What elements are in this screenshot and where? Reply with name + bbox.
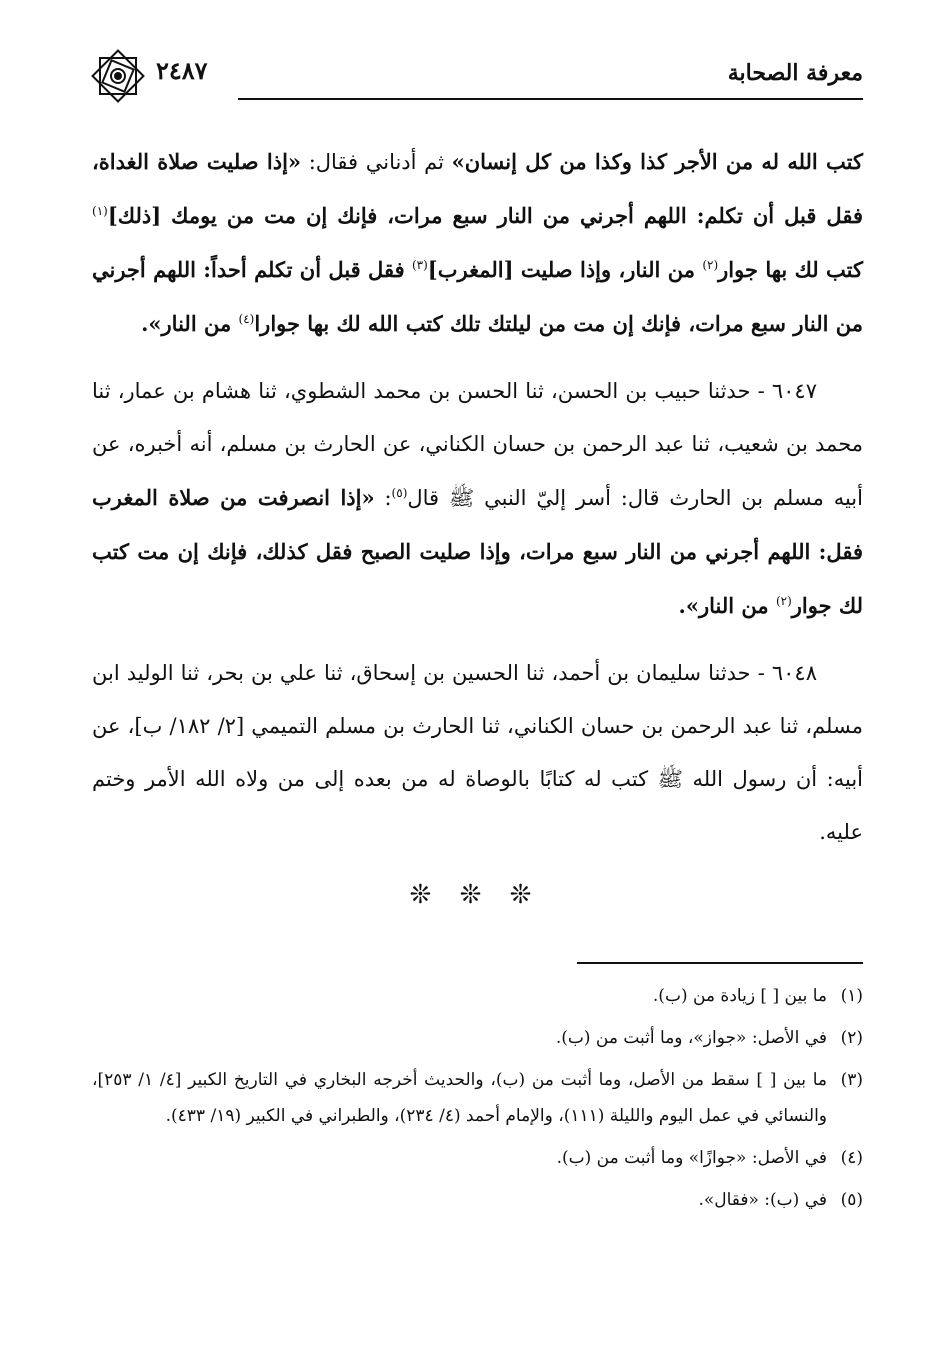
footnote <box>92 1182 863 1218</box>
isnad-text: ٦٠٤٨ - حدثنا سليمان بن أحمد، ثنا الحسين بن إسحاق، ثنا علي بن بحر، ثنا الوليد ابن مسلم، ثنا عبد الرحمن بن حسان الكناني، ثنا الحارث بن مسلم التميمي [٢/ ١٨٢/ ب]، عن أبيه: أن رسول الله ﷺ كتب له كتابًا بالوصاة له من بعده إلى من ولاه الله الأمر وختم عليه. <box>92 661 863 844</box>
punctuation: : <box>374 486 392 510</box>
quote-text: «إذا صليت صلاة الغداة، فقل قبل أن تكلم: اللهم أجرني من النار سبع مرات، فإنك إن مت من يومك [ذلك] <box>92 149 863 228</box>
section-separator: ❊ ❊ ❊ <box>409 880 542 910</box>
footnote-number: (٤) <box>840 1148 863 1168</box>
footnote-number: (١) <box>840 986 863 1006</box>
paragraph-hadith-6047 <box>92 365 863 633</box>
quote-text: كتب لك بها جوار <box>718 257 863 282</box>
header-rule <box>238 98 863 100</box>
footnote-number: (٥) <box>840 1190 863 1210</box>
footnote-ref: (٢) <box>775 594 792 608</box>
running-title: معرفة الصحابة <box>727 60 863 86</box>
quote-text: من النار». <box>141 311 239 336</box>
footnote-number: (٢) <box>840 1028 863 1048</box>
footnote-text: في (ب): «فقال». <box>698 1190 827 1210</box>
narration-text: ثم أدناني فقال: <box>301 150 452 174</box>
footnote <box>92 1062 863 1134</box>
footnote <box>92 1020 863 1056</box>
footnote-text: ما بين [ ] زيادة من (ب). <box>652 986 827 1006</box>
islamic-star-ornament-icon <box>88 46 148 106</box>
quote-text: من النار، وإذا صليت [المغرب] <box>427 257 703 282</box>
footnote-text: في الأصل: «جوازًا» وما أثبت من (ب). <box>556 1148 827 1168</box>
quote-text: كتب الله له من الأجر كذا وكذا من كل إنسان» <box>451 149 863 174</box>
quote-text: فقل قبل أن تكلم أحداً: اللهم أجرني من النار سبع مرات، فإنك إن مت من ليلتك تلك كتب الله لك بها جوارا <box>92 257 863 336</box>
footnotes <box>92 978 863 1224</box>
footnote-text: ما بين [ ] سقط من الأصل، وما أثبت من (ب)، والحديث أخرجه البخاري في التاريخ الكبير [٤/ ١/ ٢٥٣]، والنسائي في عمل اليوم والليلة (١١١)، والإمام أحمد (٤/ ٢٣٤)، والطبراني في الكبير (١٩/ ٤٣٣). <box>92 1070 828 1126</box>
footnote-ref: (١) <box>92 204 108 218</box>
footnote-number: (٣) <box>840 1070 863 1090</box>
footnote-text: في الأصل: «جواز»، وما أثبت من (ب). <box>555 1028 827 1048</box>
page-number: ٢٤٨٧ <box>156 56 208 85</box>
isnad-text: ٦٠٤٧ - حدثنا حبيب بن الحسن، ثنا الحسن بن محمد الشطوي، ثنا هشام بن عمار، ثنا محمد بن شعيب، ثنا عبد الرحمن بن حسان الكناني، عن الحارث بن مسلم، أنه أخبره، عن أبيه مسلم بن الحارث قال: أسر إليّ النبي ﷺ قال <box>92 379 863 510</box>
quote-text: من النار». <box>678 593 776 618</box>
footnote-ref: (٤) <box>238 312 255 326</box>
footnote <box>92 978 863 1014</box>
paragraph-hadith-6048 <box>92 647 863 859</box>
page-header <box>88 52 863 102</box>
footnote-rule <box>577 962 863 964</box>
footnote-ref: (٢) <box>702 258 719 272</box>
main-text <box>92 135 863 859</box>
footnote <box>92 1140 863 1176</box>
footnote-ref: (٣) <box>411 258 428 272</box>
footnote-ref: (٥) <box>391 486 408 500</box>
quote-text: «إذا انصرفت من صلاة المغرب فقل: اللهم أجرني من النار سبع مرات، وإذا صليت الصبح فقل كذلك، فإنك إن مت كتب لك جوار <box>92 485 863 618</box>
paragraph-hadith-continuation <box>92 135 863 351</box>
